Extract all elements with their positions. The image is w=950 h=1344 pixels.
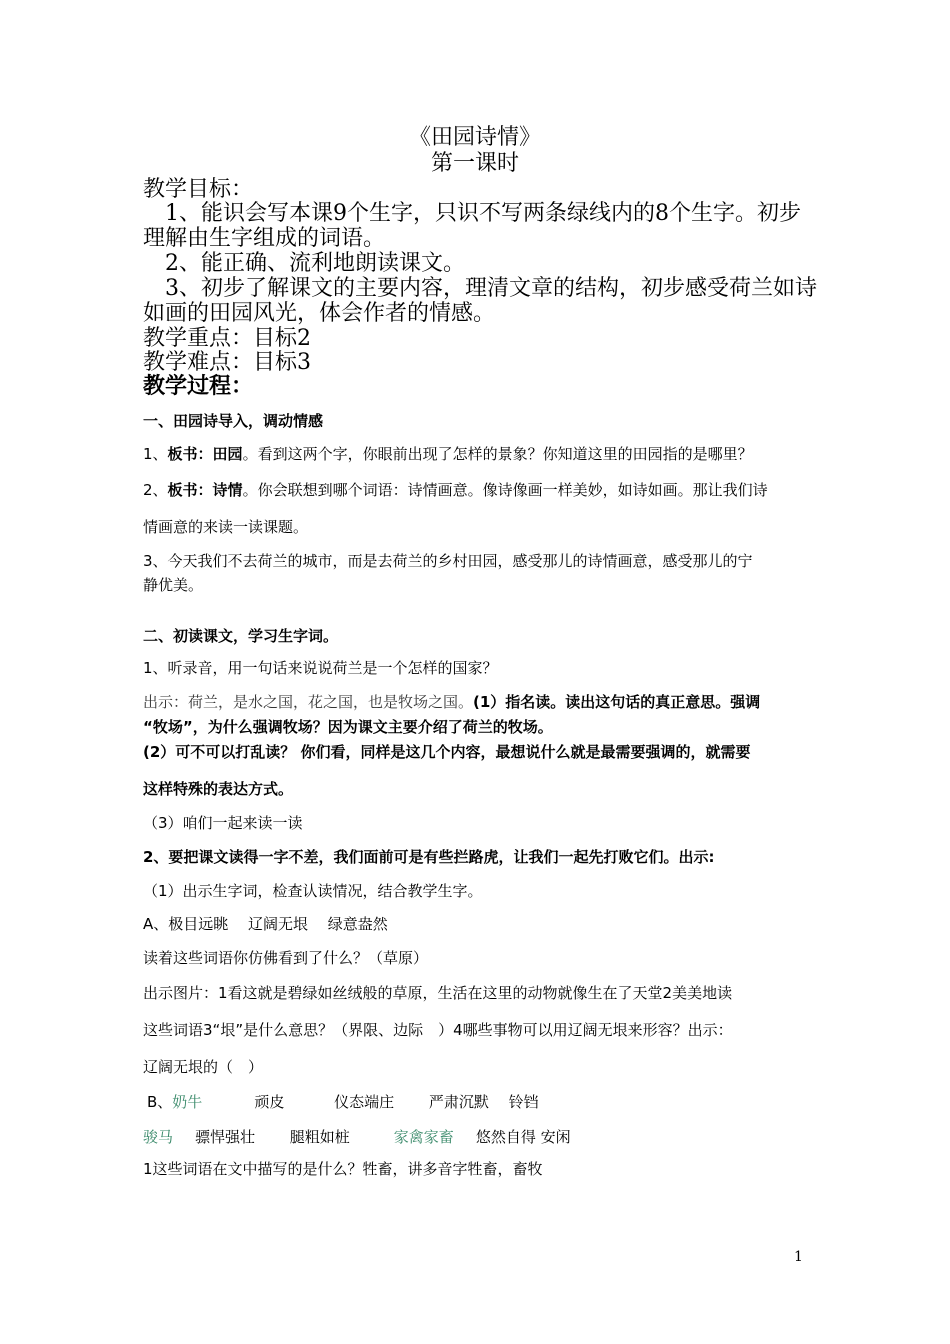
- words-question: 1这些词语在文中描写的是什么？牲畜，讲多音字牲畜，畜牧: [143, 1160, 543, 1178]
- item-text: 。看到这两个字，你眼前出现了怎样的景象？你知道这里的田园指的是哪里？: [242, 445, 753, 463]
- section-2-question-3: （3）咱们一起来读一读: [143, 814, 303, 832]
- goal-3-line-1: 3、初步了解课文的主要内容，理清文章的结构，初步感受荷兰如诗: [165, 276, 817, 301]
- section-2-heading: 二、初读课文，学习生字词。: [143, 627, 339, 645]
- word-list: 骠悍强壮 腿粗如桩: [195, 1128, 350, 1146]
- blackboard-text: 板书：田园: [167, 445, 243, 463]
- highlighted-word: 奶牛: [172, 1093, 203, 1111]
- section-2-question-2-line-1: (2）可不可以打乱读？ 你们看，同样是这几个内容，最想说什么就是最需要强调的，就需要: [143, 743, 751, 761]
- document-subtitle: 第一课时: [430, 151, 519, 176]
- process-heading: 教学过程：: [143, 373, 254, 399]
- item-prefix: 1、: [143, 445, 168, 463]
- goal-2: 2、能正确、流利地朗读课文。: [165, 251, 465, 276]
- section-1-heading: 一、田园诗导入，调动情感: [143, 412, 324, 430]
- section-1-item-3-line-1: 3、今天我们不去荷兰的城市，而是去荷兰的乡村田园，感受那儿的诗情画意，感受那儿的宁: [143, 552, 753, 570]
- section-2-show-line: [143, 692, 823, 712]
- section-2-item-1: 1、听录音，用一句话来说说荷兰是一个怎样的国家？: [143, 659, 498, 677]
- section-2-item-2-sub-1: （1）出示生字词，检查认读情况，结合教学生字。: [143, 882, 483, 900]
- show-bold-text: (1）指名读。读出这句话的真正意思。强调: [473, 693, 761, 711]
- document-title: 《田园诗情》: [408, 125, 541, 150]
- show-text: 出示：荷兰，是水之国，花之国，也是牧场之国。: [143, 693, 474, 711]
- picture-line-3: 辽阔无垠的（ ）: [143, 1058, 264, 1076]
- word-list: 悠然自得 安闲: [475, 1128, 571, 1146]
- item-text: 。你会联想到哪个词语：诗情画意。像诗像画一样美妙，如诗如画。那让我们诗: [242, 481, 768, 499]
- goal-3-line-2: 如画的田园风光，体会作者的情感。: [143, 301, 496, 326]
- section-1-item-2-line-2: 情画意的来读一读课题。: [143, 518, 309, 536]
- goals-heading: 教学目标：: [143, 177, 254, 202]
- goal-1-line-2: 理解由生字组成的词语。: [143, 226, 386, 251]
- highlighted-word: 家禽家畜: [393, 1128, 454, 1146]
- word-list: 顽皮 仪态端庄 严肃沉默 铃铛: [254, 1093, 539, 1111]
- section-1-item-2: [143, 480, 823, 500]
- words-group-a-question: 读着这些词语你仿佛看到了什么？（草原）: [143, 949, 429, 967]
- words-group-c: [143, 1127, 823, 1147]
- highlighted-word: 骏马: [143, 1128, 174, 1146]
- key-point: 教学重点：目标2: [143, 326, 311, 351]
- section-1-item-3-line-2: 静优美。: [143, 576, 204, 594]
- section-2-question-2-line-2: 这样特殊的表达方式。: [143, 780, 294, 798]
- page-number: 1: [794, 1249, 803, 1265]
- goal-1-line-1: 1、能识会写本课9个生字，只识不写两条绿线内的8个生字。初步: [165, 201, 801, 226]
- words-group-a: A、极目远眺 辽阔无垠 绿意盎然: [143, 915, 388, 933]
- section-1-item-1: [143, 444, 823, 464]
- difficulty: 教学难点：目标3: [143, 350, 311, 375]
- item-prefix: 2、: [143, 481, 168, 499]
- words-group-b: [147, 1092, 827, 1112]
- section-2-show-line-2: “牧场”，为什么强调牧场？因为课文主要介绍了荷兰的牧场。: [143, 718, 553, 736]
- section-2-item-2: 2、要把课文读得一字不差，我们面前可是有些拦路虎，让我们一起先打败它们。出示:: [143, 848, 715, 866]
- picture-line-1: 出示图片：1看这就是碧绿如丝绒般的草原，生活在这里的动物就像生在了天堂2美美地读: [143, 984, 733, 1002]
- group-label: B、: [147, 1093, 173, 1111]
- blackboard-text: 板书：诗情: [167, 481, 243, 499]
- picture-line-2: 这些词语3“垠”是什么意思？（界限、边际 ）4哪些事物可以用辽阔无垠来形容？出示：: [143, 1021, 733, 1039]
